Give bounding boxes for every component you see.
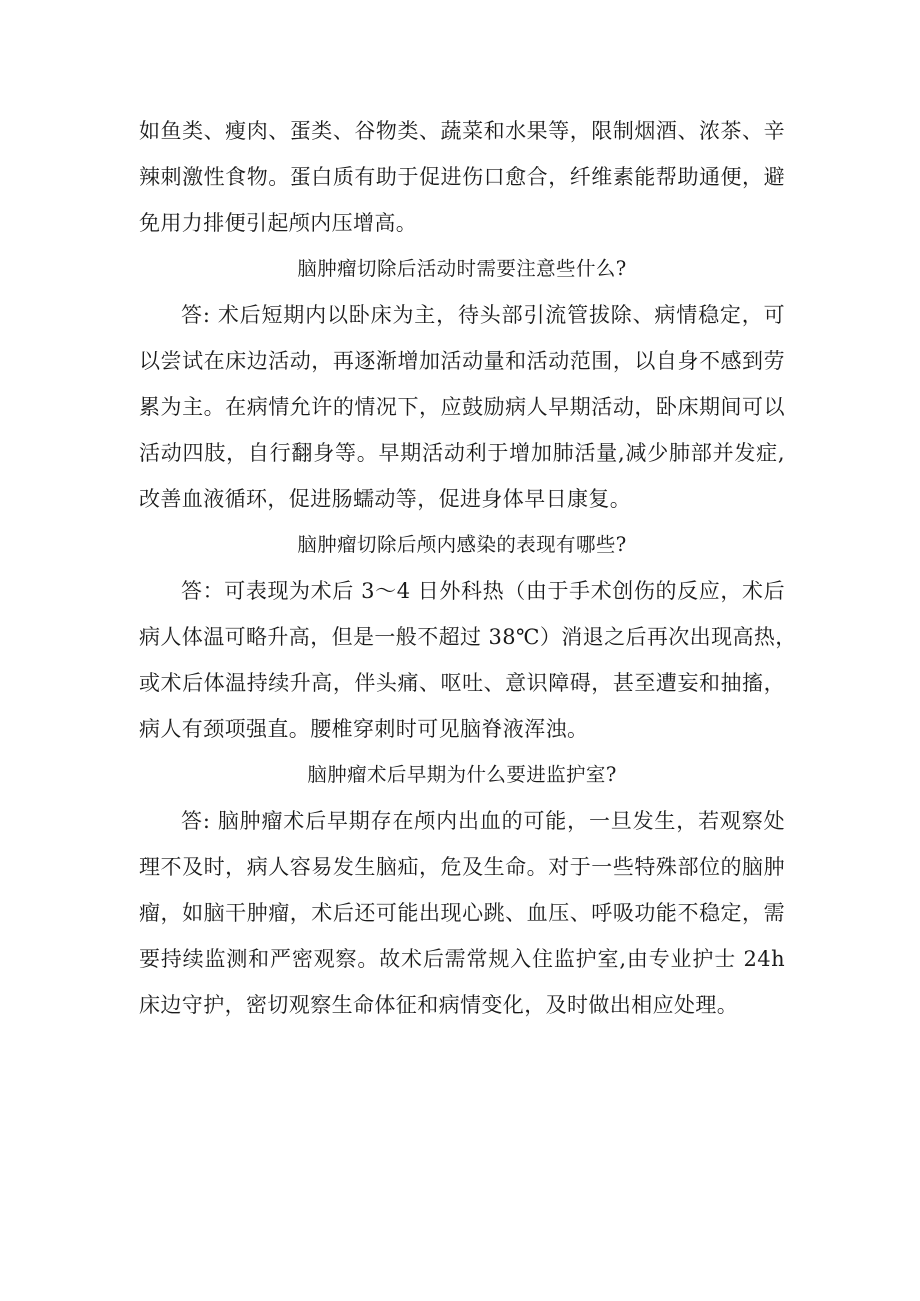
answer-line: 瘤，如脑干肿瘤，术后还可能出现心跳、血压、呼吸功能不稳定，需: [139, 901, 785, 925]
answer-line: 累为主。在病情允许的情况下，应鼓励病人早期活动，卧床期间可以: [139, 395, 785, 419]
answer-line: 或术后体温持续升高，伴头痛、呕吐、意识障碍，甚至遭妄和抽搐，: [139, 671, 785, 695]
text-line: 辣刺激性食物。蛋白质有助于促进伤口愈合，纤维素能帮助通便，避: [139, 165, 785, 189]
answer-line: 床边守护，密切观察生命体征和病情变化，及时做出相应处理。: [139, 993, 739, 1017]
intro-paragraph: [139, 108, 785, 246]
answer-line: 病人体温可略升高，但是一般不超过 38℃）消退之后再次出现高热，: [139, 625, 797, 649]
question-heading: 脑肿瘤切除后活动时需要注意些什么?: [297, 257, 627, 280]
text-line: 免用力排便引起颅内压增高。: [139, 211, 418, 235]
answer-line: 要持续监测和严密观察。故术后需常规入住监护室,由专业护士 24h: [139, 947, 785, 971]
qa-section-infection: [139, 522, 797, 752]
answer-line: 答: 术后短期内以卧床为主，待头部引流管拔除、病情稳定，可: [181, 303, 785, 327]
answer-line: 答: 脑肿瘤术后早期存在颅内出血的可能，一旦发生，若观察处: [181, 809, 785, 833]
text-line: 如鱼类、瘦肉、蛋类、谷物类、蔬菜和水果等，限制烟酒、浓茶、辛: [139, 119, 785, 143]
answer-line: 改善血液循环，促进肠蠕动等，促进身体早日康复。: [139, 487, 632, 511]
question-heading: 脑肿瘤术后早期为什么要进监护室?: [307, 763, 617, 786]
answer-line: 活动四肢，自行翻身等。早期活动利于增加肺活量,减少肺部并发症,: [139, 441, 785, 465]
question-heading: 脑肿瘤切除后颅内感染的表现有哪些?: [297, 533, 627, 556]
qa-section-icu: [139, 752, 785, 1028]
qa-section-activity: [139, 246, 785, 522]
answer-line: 以尝试在床边活动，再逐渐增加活动量和活动范围，以自身不感到劳: [139, 349, 785, 373]
answer-line: 理不及时，病人容易发生脑疝，危及生命。对于一些特殊部位的脑肿: [139, 855, 785, 879]
document-body: [139, 108, 797, 1028]
answer-line: 病人有颈项强直。腰椎穿刺时可见脑脊液浑浊。: [139, 717, 589, 741]
answer-line: 答：可表现为术后 3～4 日外科热（由于手术创伤的反应，术后: [181, 579, 785, 603]
